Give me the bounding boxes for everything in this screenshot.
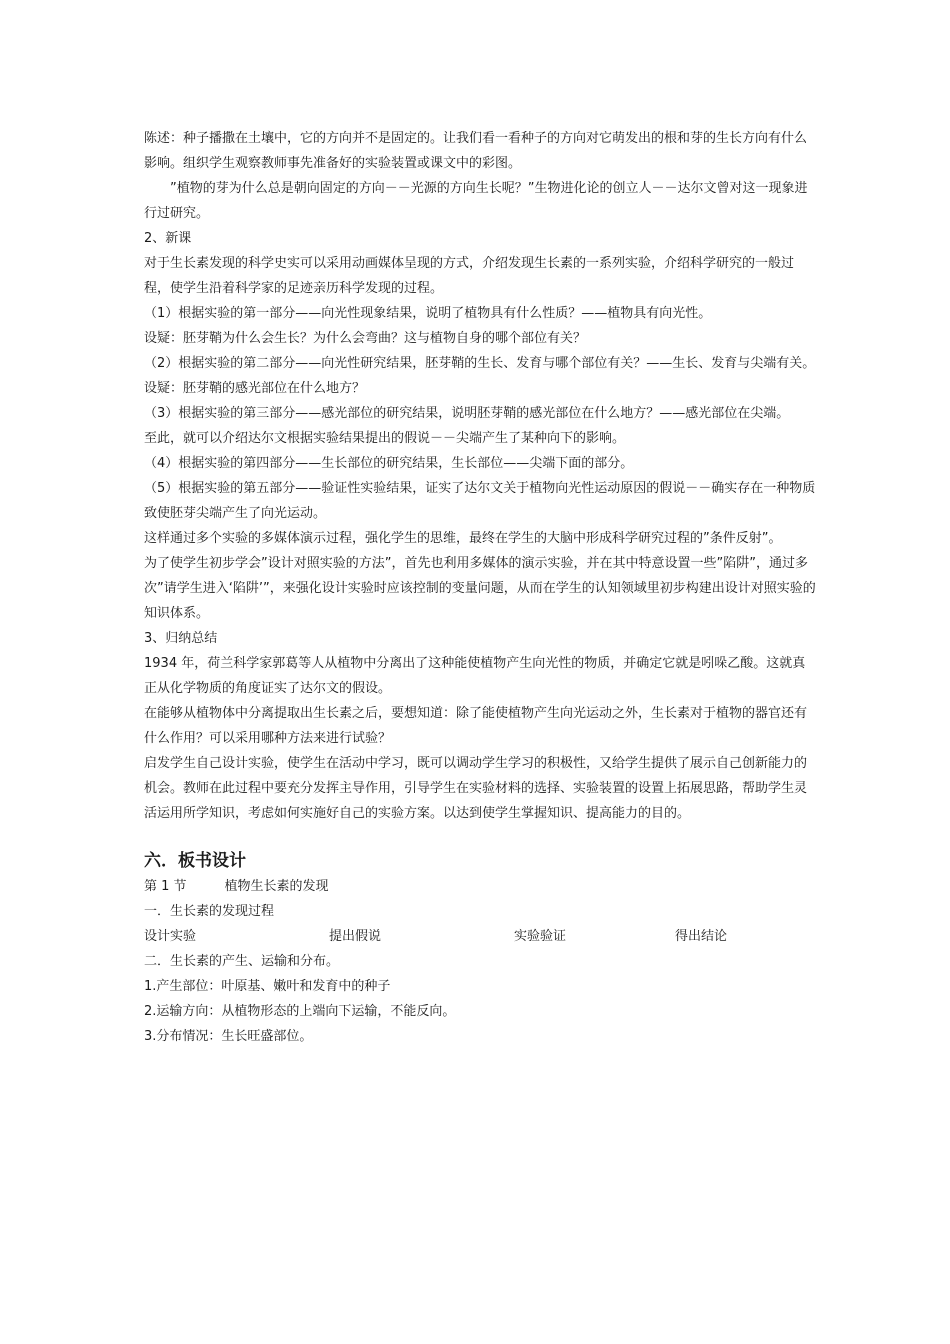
section-2-title: 2、新课 [144, 231, 192, 246]
board-step-1: 设计实验 [144, 929, 197, 944]
section-2-paragraph-6: （3）根据实验的第三部分——感光部位的研究结果，说明胚芽鞘的感光部位在什么地方？——感光部位在尖端。 [144, 406, 790, 421]
section-2-paragraph-1: 对于生长素发现的科学史实可以采用动画媒体呈现的方式，介绍发现生长素的一系列实验，介绍科学研究的一般过程，使学生沿着科学家的足迹亲历科学发现的过程。 [144, 256, 795, 296]
section-3-paragraph-1: 1934 年，荷兰科学家郭葛等人从植物中分离出了这种能使植物产生向光性的物质，并确定它就是吲哚乙酸。这就真正从化学物质的角度证实了达尔文的假设。 [144, 656, 806, 696]
section-2-paragraph-11: 为了使学生初步学会”设计对照实验的方法”，首先也利用多媒体的演示实验，并在其中特意设置一些”陷阱”，通过多次”请学生进入‘陷阱’”，来强化设计实验时应该控制的变量问题，从而在学生的认知领域里初步构建出设计对照实验的知识体系。 [144, 556, 816, 621]
section-3-title: 3、归纳总结 [144, 631, 218, 646]
board-item-3: 3.分布情况：生长旺盛部位。 [144, 1029, 313, 1044]
board-part-1: 一．生长素的发现过程 [144, 904, 275, 919]
section-2-paragraph-8: （4）根据实验的第四部分——生长部位的研究结果，生长部位——尖端下面的部分。 [144, 456, 634, 471]
section-2-paragraph-5: 设疑：胚芽鞘的感光部位在什么地方？ [144, 381, 366, 396]
document-body [144, 126, 816, 1049]
section-2-paragraph-7: 至此，就可以介绍达尔文根据实验结果提出的假说－－尖端产生了某种向下的影响。 [144, 431, 626, 446]
section-3-paragraph-2: 在能够从植物体中分离提取出生长素之后，要想知道：除了能使植物产生向光运动之外，生长素对于植物的器官还有什么作用？可以采用哪种方法来进行试验？ [144, 706, 808, 746]
board-steps-row [144, 924, 816, 949]
section-2-paragraph-9: （5）根据实验的第五部分——验证性实验结果，证实了达尔文关于植物向光性运动原因的假说－－确实存在一种物质致使胚芽尖端产生了向光运动。 [144, 481, 816, 521]
section-3-paragraph-3: 启发学生自己设计实验，使学生在活动中学习，既可以调动学生学习的积极性，又给学生提供了展示自己创新能力的机会。教师在此过程中要充分发挥主导作用，引导学生在实验材料的选择、实验装置的设置上拓展思路，帮助学生灵活运用所学知识，考虑如何实施好自己的实验方案。以达到使学生掌握知识、提高能力的目的。 [144, 756, 808, 821]
board-step-3: 实验验证 [514, 929, 567, 944]
section-2-paragraph-3: 设疑：胚芽鞘为什么会生长？为什么会弯曲？这与植物自身的哪个部位有关？ [144, 331, 587, 346]
board-section-number: 第 1 节 [144, 879, 187, 894]
section-2-paragraph-10: 这样通过多个实验的多媒体演示过程，强化学生的思维，最终在学生的大脑中形成科学研究过程的”条件反射”。 [144, 531, 782, 546]
board-item-1: 1.产生部位：叶原基、嫩叶和发育中的种子 [144, 979, 391, 994]
board-step-2: 提出假说 [329, 929, 382, 944]
section-2-paragraph-4: （2）根据实验的第二部分——向光性研究结果，胚芽鞘的生长、发育与哪个部位有关？——生长、发育与尖端有关。 [144, 356, 816, 371]
intro-paragraph-2: ”植物的芽为什么总是朝向固定的方向－－光源的方向生长呢？”生物进化论的创立人－－达尔文曾对这一现象进行过研究。 [144, 181, 808, 221]
board-section-title: 植物生长素的发现 [224, 879, 329, 894]
board-step-4: 得出结论 [675, 929, 728, 944]
board-section-line [144, 874, 816, 899]
intro-paragraph-1: 陈述：种子播撒在土壤中，它的方向并不是固定的。让我们看一看种子的方向对它萌发出的根和芽的生长方向有什么影响。组织学生观察教师事先准备好的实验装置或课文中的彩图。 [144, 131, 808, 171]
board-item-2: 2.运输方向：从植物形态的上端向下运输，不能反向。 [144, 1004, 456, 1019]
board-part-2: 二．生长素的产生、运输和分布。 [144, 954, 340, 969]
section-2-paragraph-2: （1）根据实验的第一部分——向光性现象结果，说明了植物具有什么性质？——植物具有向光性。 [144, 306, 712, 321]
board-design-heading: 六．板书设计 [144, 851, 246, 871]
